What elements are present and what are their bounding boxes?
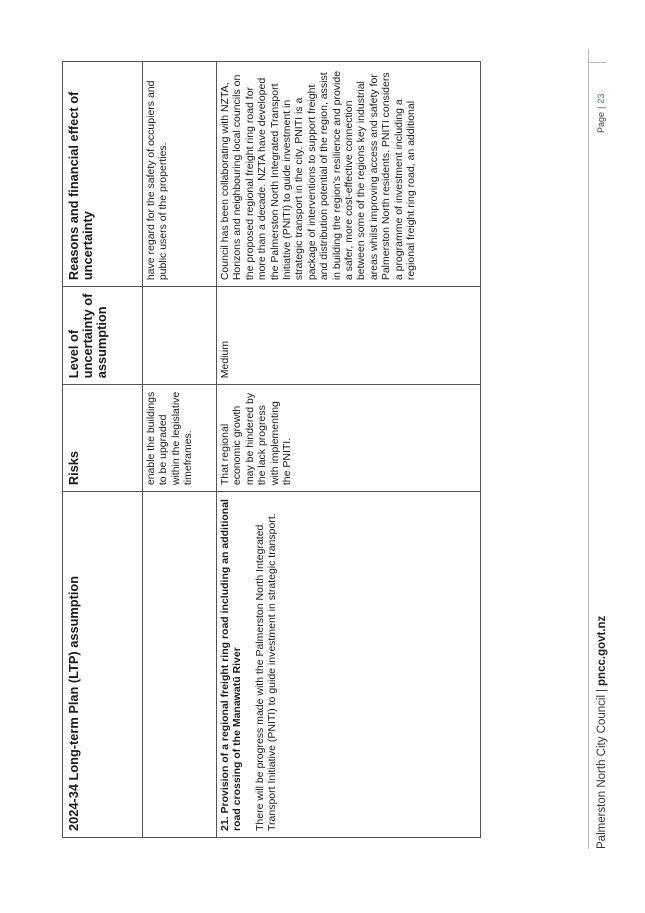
header-level: Level of uncertainty of assumption xyxy=(63,287,143,385)
footer-separator: | xyxy=(596,688,608,692)
table-row xyxy=(217,62,481,838)
cell-reasons: have regard for the safety of occupiers and public users of the properties. xyxy=(143,62,217,287)
cell-reasons: Council has been collaborating with NZTA, Horizons and neighbouring local councils on the proposed regional freight ring road for more than a decade. NZTA have developed the Palmerston North Integrated Transport Initiative (PNITI) to guide investment in strategic transport in the city. PNITI is a package of interventions to support freight and distribution potential of the region, assist in building the region's resilience and provide a safer, more cost-effective connection between some of the regions key industrial areas whilst improving access and safety for Palmerston North residents. PNITI considers a programme of investment including a regional freight ring road, an additional xyxy=(217,62,481,287)
cell-level xyxy=(143,287,217,385)
page-indicator xyxy=(596,94,606,133)
assumption-text: There will be progress made with the Palmerston North Integrated Transport Initiative (PNITI) to guide investment in strategic transport. xyxy=(253,513,279,831)
council-name: Palmerston North City Council xyxy=(596,694,608,849)
table-row xyxy=(143,62,217,838)
cell-risks: That regional economic growth may be hindered by the lack progress with implementing the PNITI. xyxy=(217,385,481,492)
cell-assumption xyxy=(143,492,217,838)
header-reasons: Reasons and financial effect of uncertainty xyxy=(63,62,143,287)
cell-level: Medium xyxy=(217,287,481,385)
council-website-link[interactable]: pncc.govt.nz xyxy=(596,615,608,686)
page-separator: | xyxy=(596,106,606,109)
footer-council xyxy=(596,616,608,849)
footer-rule xyxy=(588,49,589,849)
header-assumption: 2024-34 Long-term Plan (LTP) assumption xyxy=(63,492,143,838)
footer-rule-tick xyxy=(588,62,606,63)
table-header-row xyxy=(63,62,143,838)
cell-risks: enable the buildings to be upgraded within the legislative timeframes. xyxy=(143,385,217,492)
page-label: Page xyxy=(596,111,606,133)
header-risks: Risks xyxy=(63,385,143,492)
cell-assumption xyxy=(217,492,481,838)
page-number: 23 xyxy=(596,93,606,104)
assumptions-table xyxy=(62,61,481,838)
assumption-title: 21. Provision of a regional freight ring road including an additional road crossing of the Manawatū River xyxy=(219,499,244,831)
